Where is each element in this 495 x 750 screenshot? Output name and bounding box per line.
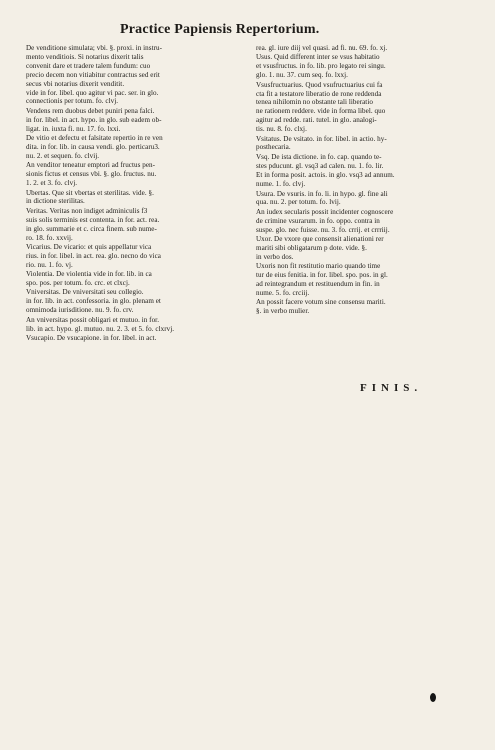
entry-line: mento venditiois. Si notarius dixerit talis [26,52,144,61]
entry-line: 1. 2. et 3. fo. clvj. [26,179,78,188]
entry-line: §. in verbo mulier. [256,307,310,316]
entry-line: in glo. summarie et c. circa finem. sub nume- [26,224,157,233]
entry-line: An iudex secularis possit incidenter cognoscere [256,207,394,216]
entry-line: tis. nu. 8. fo. clxj. [256,125,307,134]
index-entry [26,189,264,207]
index-entry [256,81,488,134]
entry-line: rea. gl. iure diij vel quasi. ad fi. nu. 69. fo. xj. [256,44,388,52]
index-entry [256,135,488,153]
entry-line: agitur ad redde. rati. tutel. in glo. analogi- [256,116,377,125]
entry-line: Vsucapio. De vsucapione. in for. libel. in act. [26,334,157,342]
entry-line: tenea nihilomin no obstante tali liberatio [256,98,373,107]
entry-line: dita. in for. lib. in causa vendi. glo. perticaru3. [26,142,160,151]
index-entry [26,288,264,315]
entry-line: rius. in for. libel. in act. rea. glo. necno do vica [26,251,161,260]
entry-line: vide in for. libel. quo agitur vi pac. ser. in glo. [26,88,159,97]
entry-line: Uxoris non fit restitutio mario quando time [256,262,381,271]
entry-line: Vendens rem duobus debet puniri pena falci. [26,106,155,115]
entry-line: Usus. Quid different inter se vsus habitatio [256,53,380,62]
entry-line: qua. nu. 2. per totum. fo. lvij. [256,198,341,207]
entry-line: Violentia. De violentia vide in for. lib. in ca [26,270,152,279]
index-entry [26,270,264,288]
entry-line: Vicarius. De vicario: et quis appellatur vica [26,242,152,251]
entry-line: An venditor teneatur emptori ad fructus pen- [26,161,156,170]
entry-line: Uxor. De vxore que consensit alienationi rer [256,235,384,244]
entry-line: glo. 1. nu. 37. cum seq. fo. lxxj. [256,71,348,80]
entry-line: Vsq. De ista dictione. in fo. cap. quando te- [256,152,382,161]
entry-line: stes pducunt. gl. vsq3 ad calen. nu. 1. fo. lir. [256,161,384,170]
entry-line: suspe. glo. nec fuisse. nu. 3. fo. crrij. et crrriij. [256,225,390,234]
entry-line: omnimoda iurisditione. nu. 9. fo. crv. [26,306,134,315]
entry-line: Usura. De vsuris. in fo. li. in hypo. gl. fine ali [256,189,388,198]
entry-line: ro. 18. fo. xxvij. [26,233,73,242]
index-entry [256,298,488,316]
entry-line: in for. libel. in act. hypo. in glo. sub eadem ob- [26,115,162,124]
entry-line: Ubertas. Que sit vbertas et sterilitas. vide. §. [26,188,154,197]
index-entry [256,190,488,208]
index-entry [26,243,264,270]
index-entry [26,107,264,134]
index-entry [26,134,264,161]
index-entry [256,208,488,235]
index-entry [256,262,488,298]
index-entry [26,207,264,243]
entry-line: Veritas. Veritas non indiget adminiculis f3 [26,206,148,215]
entry-line: in verbo dos. [256,252,294,261]
entry-line: ad reintegrandum et restituendum in fin. in [256,280,380,289]
entry-line: De venditione simulata; vbi. §. proxi. in instru- [26,44,163,52]
entry-line: ligat. in. iuxta fi. nu. 17. fo. lxxi. [26,124,121,133]
entry-line: et vsusfructus. in fo. lib. pro legato rei singu. [256,62,386,71]
entry-line: nume. 1. fo. clvj. [256,180,306,189]
index-entry [26,334,264,343]
colophon: FINIS. [360,382,423,394]
entry-line: Vsitatus. De vsitato. in for. libel. in actio. hy- [256,134,387,143]
entry-line: secus vbi notarius dixerit venditit. [26,79,125,88]
index-entry [26,44,264,106]
index-entry [256,235,488,262]
index-column-left [26,44,264,343]
entry-line: De vitio et defectu et falsitate repertio in re ven [26,134,163,143]
entry-line: Vniversitas. De vniversitati seu collegio. [26,288,144,297]
entry-line: precio decem non vitiabitur contractus sed erit [26,70,160,79]
entry-line: nume. 5. fo. crciij. [256,288,310,297]
entry-line: posthecaria. [256,143,291,152]
entry-line: Et in forma posit. actois. in glo. vsq3 ad annum. [256,171,395,180]
entry-line: nu. 2. et sequen. fo. clvij. [26,151,100,160]
entry-line: suis solis terminis est contenta. in for. act. rea. [26,215,160,224]
entry-line: in for. lib. in act. confessoria. in glo. plenam et [26,297,161,306]
index-entry [256,53,488,80]
entry-line: sionis fictus et census vbi. §. glo. fructus. nu. [26,170,157,179]
index-entry [26,316,264,334]
entry-line: tur de eius fenitia. in for. libel. spo. pos. in gl. [256,271,388,280]
entry-line: An vniversitas possit obligari et mutuo. in for. [26,315,160,324]
entry-line: in dictione sterilitas. [26,197,85,206]
entry-line: ne rationem reddere. vide in forma libel. quo [256,107,386,116]
entry-line: cta fit a testatore liberatio de rone reddenda [256,89,382,98]
entry-line: mariti sibi obligatarum p dote. vide. §. [256,243,367,252]
page-title: Practice Papiensis Repertorium. [120,22,320,37]
index-entry [26,161,264,188]
index-column-right [256,44,488,317]
entry-line: Vsusfructuarius. Quod vsufructuarius cui fa [256,80,383,89]
entry-line: convenit dare et tradere talem fundum: cuo [26,61,151,70]
entry-line: de crimine vsurarum. in fo. oppo. contra in [256,216,380,225]
ink-blot [430,693,436,702]
entry-line: spo. pos. per totum. fo. crc. et clxcj. [26,279,130,288]
entry-line: connectionis per totum. fo. clvj. [26,97,119,106]
index-entry [256,153,488,171]
index-entry [256,171,488,189]
entry-line: An possit facere votum sine consensu mariti. [256,298,386,307]
entry-line: rio. nu. 1. fo. vj. [26,260,73,269]
index-entry [256,44,488,53]
entry-line: lib. in act. hypo. gl. mutuo. nu. 2. 3. et 5. fo. clxrvj. [26,324,175,333]
